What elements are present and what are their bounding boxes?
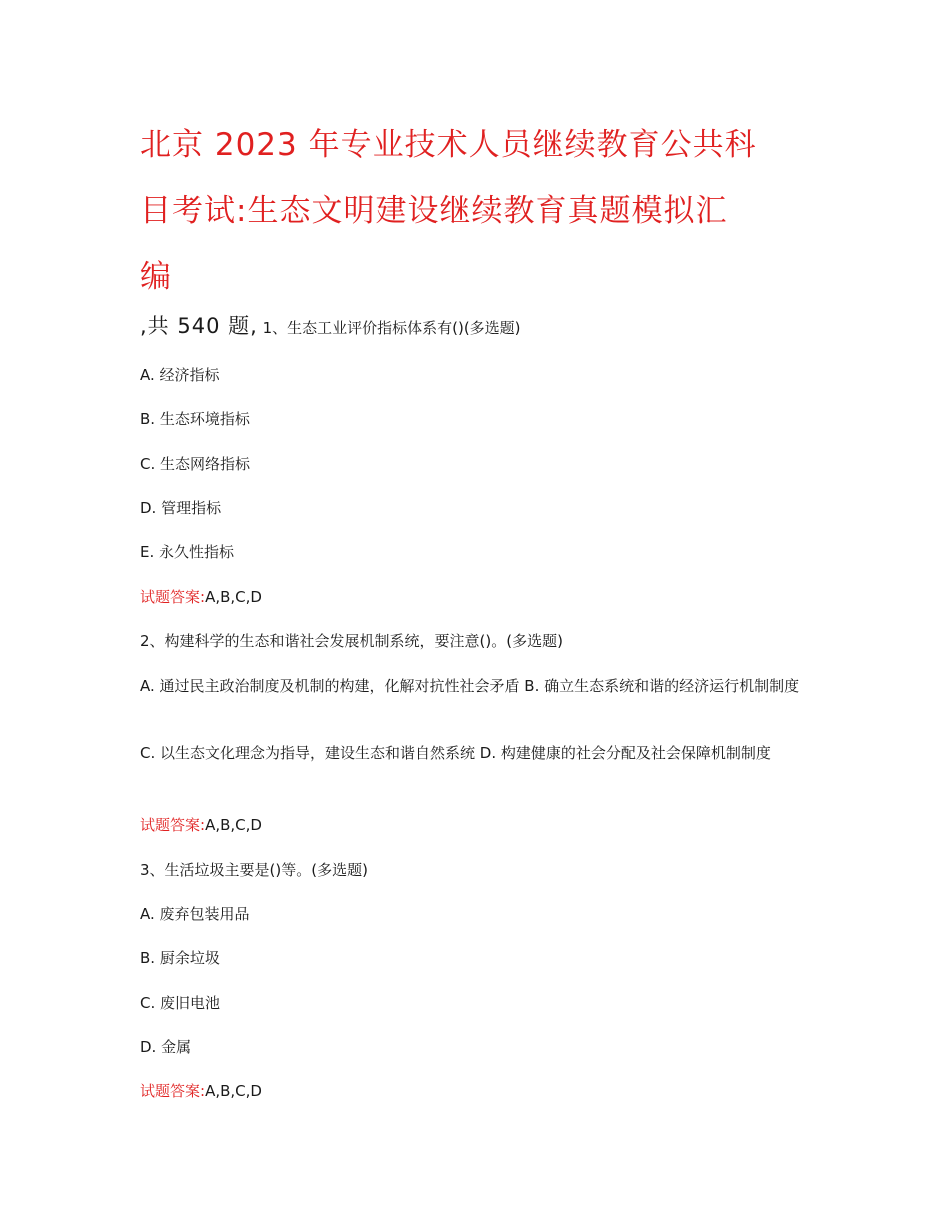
question-1 [140,313,820,341]
q3-option-d: D. 金属 [140,1038,192,1056]
answer-label: 试题答案: [140,816,206,834]
title-line-2: 目考试:生态文明建设继续教育真题模拟汇 [140,193,728,229]
answer-value: A,B,C,D [205,816,262,834]
question-1-text: 1、生态工业评价指标体系有()(多选题) [262,319,521,337]
document-title [140,112,820,310]
q1-option-e: E. 永久性指标 [140,543,235,561]
q2-options-cd: C. 以生态文化理念为指导，建设生态和谐自然系统 D. 构建健康的社会分配及社会保障机制制度 [140,744,771,762]
title-line-1: 北京 2023 年专业技术人员继续教育公共科 [140,127,757,163]
q1-answer [140,584,820,610]
q3-option-c: C. 废旧电池 [140,994,221,1012]
q1-option-a: A. 经济指标 [140,366,220,384]
question-count: ,共 540 题, [140,314,258,338]
q1-option-c: C. 生态网络指标 [140,455,251,473]
answer-value: A,B,C,D [205,588,262,606]
answer-value: A,B,C,D [205,1082,262,1100]
q3-option-b: B. 厨余垃圾 [140,949,220,967]
question-3-text: 3、生活垃圾主要是()等。(多选题) [140,861,368,879]
q2-answer [140,812,820,838]
answer-label: 试题答案: [140,1082,206,1100]
q1-option-b: B. 生态环境指标 [140,410,250,428]
title-line-3: 编 [140,259,172,295]
question-2-text: 2、构建科学的生态和谐社会发展机制系统，要注意()。(多选题) [140,632,563,650]
q1-option-d: D. 管理指标 [140,499,222,517]
answer-label: 试题答案: [140,588,206,606]
q2-options-ab: A. 通过民主政治制度及机制的构建，化解对抗性社会矛盾 B. 确立生态系统和谐的经济运行机制制度 [140,677,800,695]
q3-option-a: A. 废弃包装用品 [140,905,250,923]
q3-answer [140,1078,820,1104]
